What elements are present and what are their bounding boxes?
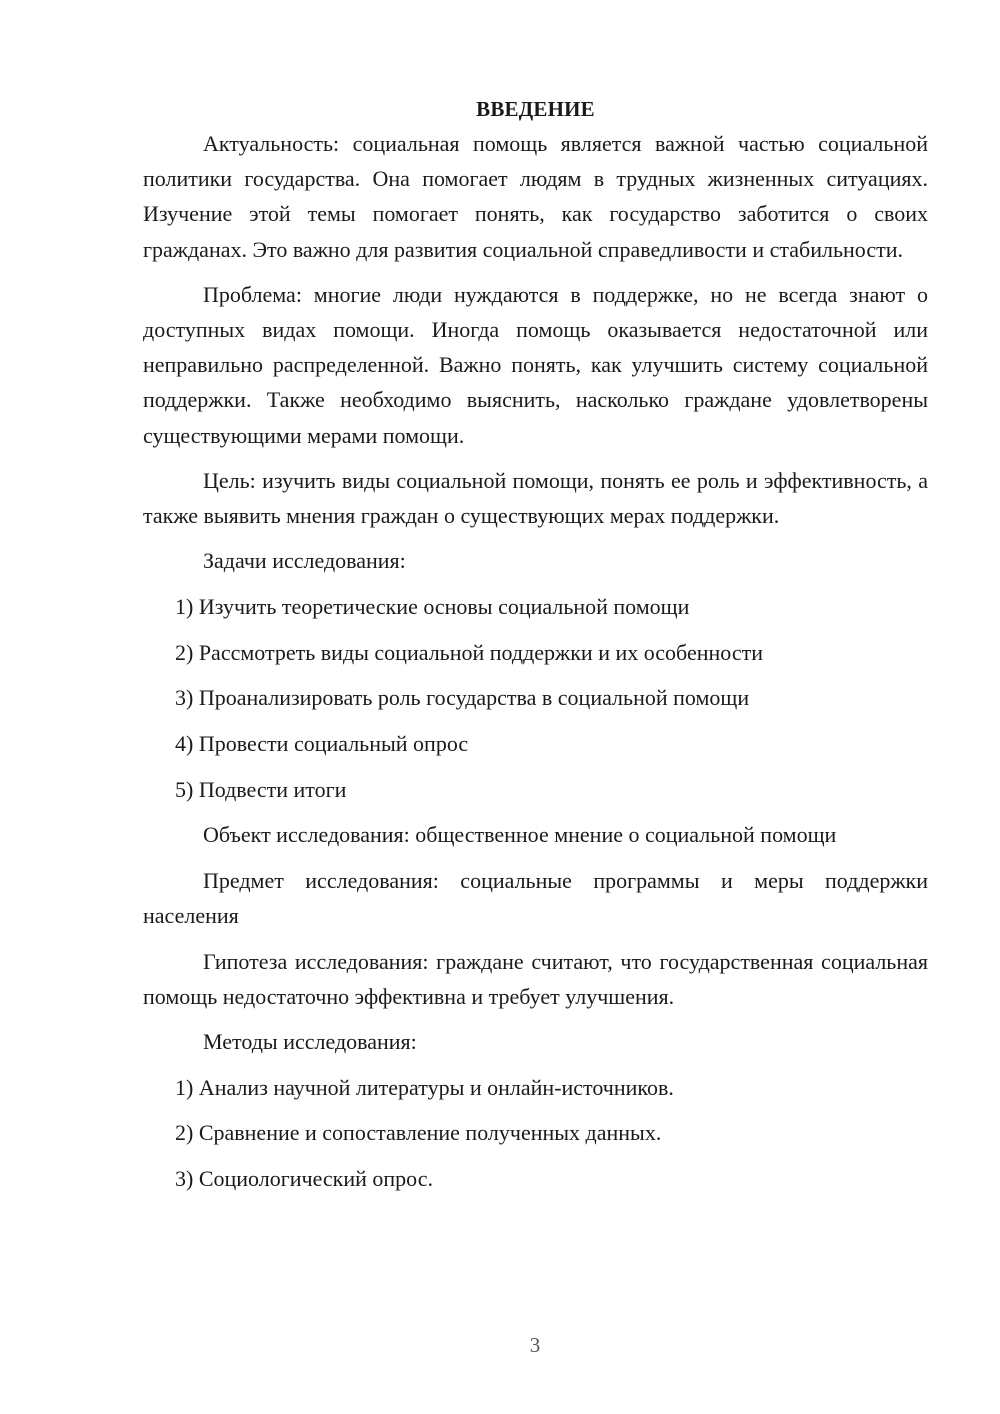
document-page bbox=[143, 92, 928, 1207]
list-item: 2) Сравнение и сопоставление полученных данных. bbox=[175, 1120, 662, 1146]
problem-paragraph: Проблема: многие люди нуждаются в поддержке, но не всегда знают о доступных видах помощи. Иногда помощь оказывается недостаточной или неправильно распределенной. Важно понять, как улучшить систему социальной поддержки. Также необходимо выяснить, насколько граждане удовлетворены существующими мерами помощи. bbox=[143, 281, 928, 448]
hypothesis-paragraph: Гипотеза исследования: граждане считают, что государственная социальная помощь недостаточно эффективна и требует улучшения. bbox=[143, 948, 928, 1009]
methods-heading: Методы исследования: bbox=[203, 1028, 417, 1054]
tasks-heading: Задачи исследования: bbox=[203, 548, 406, 574]
list-item: 3) Проанализировать роль государства в социальной помощи bbox=[175, 685, 750, 711]
subject-paragraph: Предмет исследования: социальные программы и меры поддержки населения bbox=[143, 868, 928, 929]
list-item: 4) Провести социальный опрос bbox=[175, 731, 469, 757]
list-item: 2) Рассмотреть виды социальной поддержки и их особенности bbox=[175, 639, 763, 665]
tasks-list bbox=[143, 589, 928, 807]
object-paragraph: Объект исследования: общественное мнение о социальной помощи bbox=[203, 822, 837, 848]
goal-paragraph: Цель: изучить виды социальной помощи, понять ее роль и эффективность, а также выявить мнения граждан о существующих мерах поддержки. bbox=[143, 467, 928, 529]
page-number: 3 bbox=[529, 1333, 541, 1357]
relevance-paragraph: Актуальность: социальная помощь является важной частью социальной политики государства. Она помогает людям в трудных жизненных ситуациях. Изучение этой темы помогает понять, как государство заботится о своих гражданах. Это важно для развития социальной справедливости и стабильности. bbox=[143, 131, 928, 262]
list-item: 1) Анализ научной литературы и онлайн-источников. bbox=[175, 1074, 674, 1100]
list-item: 3) Социологический опрос. bbox=[175, 1166, 433, 1192]
list-item: 5) Подвести итоги bbox=[175, 776, 347, 802]
methods-list bbox=[143, 1070, 928, 1197]
list-item: 1) Изучить теоретические основы социальной помощи bbox=[175, 593, 690, 619]
section-heading: ВВЕДЕНИЕ bbox=[476, 97, 595, 121]
